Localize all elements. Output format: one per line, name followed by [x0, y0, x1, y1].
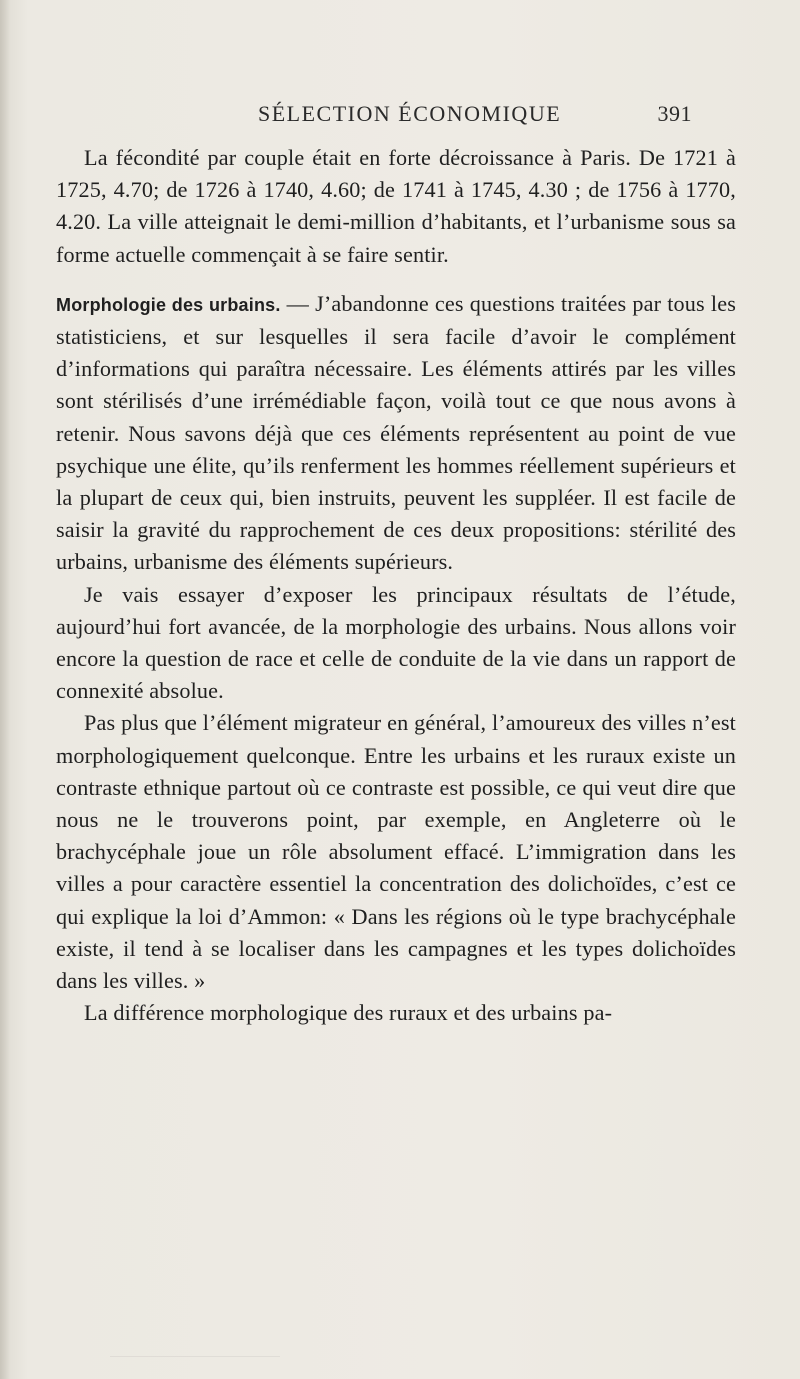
running-title: SÉLECTION ÉCONOMIQUE — [258, 101, 562, 126]
morphology-section-paragraph — [56, 288, 736, 579]
urban-morphology-paragraph: Je vais essayer d’exposer les principaux résultats de l’étude, aujourd’hui fort avancée, de la morphologie des urbains. Nous allons voir encore la question de race et celle de conduite de la vie dans un rapport de connexité absolue. — [56, 581, 736, 704]
page-mark — [110, 1356, 280, 1369]
running-header — [258, 101, 692, 131]
fecondity-paragraph: La fécondité par couple était en forte décroissance à Paris. De 1721 à 1725, 4.70; de 1726 à 1740, 4.60; de 1741 à 1745, 4.30 ; de 1756 à 1770, 4.20. La ville atteignait le demi-million d’habitants, et l’urbanisme sous sa forme actuelle commençait à se faire sentir. — [56, 145, 736, 267]
morphology-section-text: — J’abandonne ces questions traitées par tous les statisticiens, et sur lesquelles il sera facile d’avoir le complément d’informations qui paraîtra nécessaire. Les éléments attirés par les villes sont stérilisés d’une irrémédiable façon, voilà tout ce que nous avons à retenir. Nous savons déjà que ces éléments représentent au point de vue psychique une élite, qu’ils renferment les hommes réellement supérieurs et la plupart de ceux qui, bien instruits, peuvent les suppléer. Il est facile de saisir la gravité du rapprochement de ces deux propositions: stérilité des urbains, urbanisme des éléments supérieurs. — [56, 290, 736, 575]
page-number: 391 — [657, 101, 692, 126]
section-heading: Morphologie des urbains. — [56, 294, 281, 315]
body-text — [56, 142, 736, 1029]
migrant-element-paragraph: Pas plus que l’élément migrateur en général, l’amoureux des villes n’est morphologiquement quelconque. Entre les urbains et les ruraux existe un contraste ethnique partout où ce contraste est possible, ce qui veut dire que nous ne le trouverons point, par exemple, en Angleterre où le brachycéphale joue un rôle absolument effacé. L’immigration dans les villes a pour caractère essentiel la concentration des dolichoïdes, c’est ce qui explique la loi d’Ammon: « Dans les régions où le type brachycéphale existe, il tend à se localiser dans les campagnes et les types dolichoïdes dans les villes. » — [56, 710, 736, 994]
morphological-difference-paragraph: La différence morphologique des ruraux et des urbains pa- — [84, 1000, 613, 1026]
binding-shadow — [0, 0, 10, 1379]
